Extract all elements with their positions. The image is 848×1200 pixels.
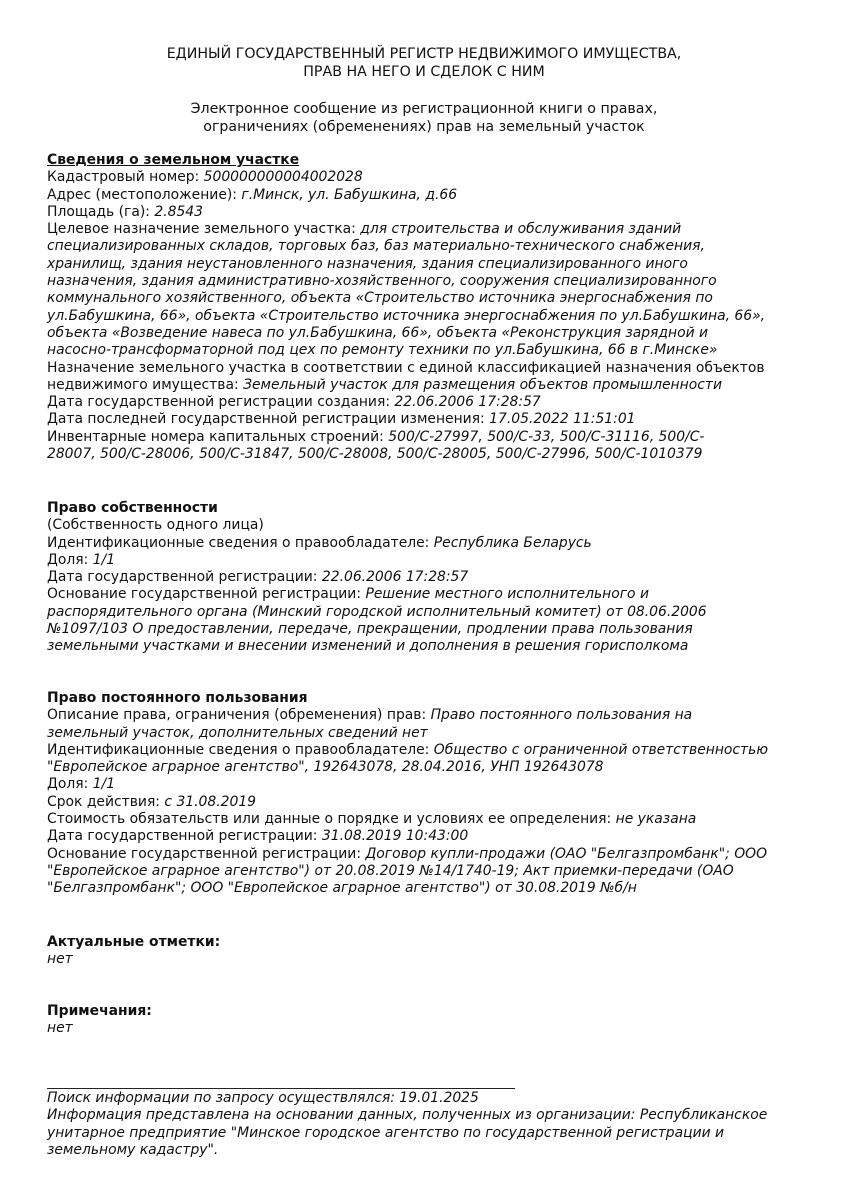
notes-section	[47, 1003, 817, 1038]
permanent-use-title: Право постоянного пользования	[47, 690, 308, 706]
description-row	[47, 707, 817, 724]
changed-date-value: 17.05.2022 11:51:01	[489, 411, 636, 428]
footer-separator	[47, 1088, 515, 1089]
registration-date-row	[47, 828, 817, 845]
registration-date-value: 22.06.2006 17:28:57	[321, 569, 469, 586]
message-subtitle	[0, 100, 848, 136]
cadastral-number-row	[47, 169, 817, 186]
field-label: Инвентарные номера капитальных строений:	[47, 428, 389, 445]
address-value: г.Минск, ул. Бабушкина, д.66	[241, 186, 458, 203]
ownership-title: Право собственности	[47, 500, 218, 516]
purpose-row	[47, 221, 817, 238]
purpose-value-line: назначения, здания административно-хозяйственного, сооружения специализированного	[47, 273, 717, 290]
registry-title	[0, 45, 848, 81]
basis-row	[47, 846, 817, 863]
share-row	[47, 552, 817, 569]
holder-row	[47, 742, 817, 759]
cadastral-number-value: 500000000004002028	[203, 169, 363, 186]
purpose-value-line: специализированных складов, торговых баз, баз материально-технического снабжения,	[47, 238, 705, 255]
field-label: Стоимость обязательств или данные о порядке и условиях ее определения:	[47, 811, 616, 828]
cost-row	[47, 811, 817, 828]
ownership-section	[47, 500, 817, 656]
field-label: Площадь (га):	[47, 203, 155, 220]
field-label: Срок действия:	[47, 793, 165, 810]
registry-title-line: ЕДИНЫЙ ГОСУДАРСТВЕННЫЙ РЕГИСТР НЕДВИЖИМОГО ИМУЩЕСТВА,	[166, 46, 682, 62]
basis-value-line: №1097/103 О предоставлении, передаче, прекращении, продлении права пользования	[47, 621, 693, 638]
message-subtitle-line: Электронное сообщение из регистрационной книги о правах,	[190, 101, 658, 117]
permanent-use-section	[47, 690, 817, 898]
registration-date-value: 31.08.2019 10:43:00	[321, 828, 469, 845]
basis-value-line: земельными участками и внесении изменений и дополнения в решения горисполкома	[47, 638, 689, 655]
search-date-line: Поиск информации по запросу осуществлялся: 19.01.2025	[47, 1090, 479, 1106]
holder-value-line: "Европейское аграрное агентство", 192643078, 28.04.2016, УНП 192643078	[47, 759, 604, 776]
current-marks-section	[47, 934, 817, 969]
current-marks-title: Актуальные отметки:	[47, 934, 221, 950]
land-plot-section	[47, 152, 817, 463]
created-date-row	[47, 394, 817, 411]
owner-value: Республика Беларусь	[433, 534, 592, 551]
owner-row	[47, 535, 817, 552]
field-label: Целевое назначение земельного участка:	[47, 221, 361, 238]
field-label: недвижимого имущества:	[47, 376, 244, 393]
created-date-value: 22.06.2006 17:28:57	[394, 394, 541, 411]
classification-value: Земельный участок для размещения объектов промышленности	[243, 376, 722, 393]
area-row	[47, 204, 817, 221]
field-label: Основание государственной регистрации:	[47, 586, 366, 603]
field-label: Описание права, ограничения (обременения) прав:	[47, 707, 431, 724]
changed-date-row	[47, 411, 817, 428]
term-value: с 31.08.2019	[164, 793, 256, 810]
classification-row	[47, 377, 817, 394]
basis-value-line: "Белгазпромбанк"; ООО "Европейское аграрное агентство") от 30.08.2019 №б/н	[47, 880, 637, 897]
purpose-value-line: объекта «Возведение навеса по ул.Бабушкина, 66», объекта «Реконструкция зарядной и	[47, 324, 709, 341]
basis-value-line: "Европейское аграрное агентство") от 20.08.2019 №14/1740-19; Акт приемки-передачи (ОАО	[47, 862, 734, 879]
share-value: 1/1	[92, 551, 116, 568]
purpose-value-line: насосно-трансформаторной под цех по ремонту техники по ул.Бабушкина, 66 в г.Минске»	[47, 342, 718, 359]
inventory-row	[47, 429, 817, 446]
description-value: Право постоянного пользования на	[430, 707, 693, 724]
field-label: Основание государственной регистрации:	[47, 845, 366, 862]
field-label: Дата государственной регистрации создания:	[47, 394, 395, 411]
current-marks-value: нет	[47, 951, 73, 968]
purpose-value-line: коммунального хозяйственного, объекта «Строительство источника энергоснабжения по	[47, 290, 713, 307]
field-label: Идентификационные сведения о правообладателе:	[47, 534, 434, 551]
field-label: Назначение земельного участка в соответствии с единой классификацией назначения объектов	[47, 359, 765, 376]
field-label: Доля:	[47, 551, 93, 568]
address-row	[47, 187, 817, 204]
basis-value-line: распорядительного органа (Минский городской исполнительный комитет) от 08.06.2006	[47, 603, 707, 620]
field-label: Адрес (местоположение):	[47, 186, 242, 203]
field-label: Дата государственной регистрации:	[47, 828, 322, 845]
field-label: Идентификационные сведения о правообладателе:	[47, 741, 434, 758]
land-plot-title: Сведения о земельном участке	[47, 152, 300, 168]
purpose-value-line: ул.Бабушкина, 66», объекта «Строительство источника энергоснабжения по ул.Бабушкина, 66»,	[47, 307, 766, 324]
message-subtitle-line: ограничениях (обременениях) прав на земельный участок	[203, 119, 645, 135]
field-label: Дата последней государственной регистрации изменения:	[47, 411, 490, 428]
share-value: 1/1	[92, 776, 116, 793]
field-label: Доля:	[47, 776, 93, 793]
field-label: Кадастровый номер:	[47, 169, 204, 186]
inventory-value: 500/С-27997, 500/С-33, 500/С-31116, 500/С-	[388, 428, 705, 445]
registry-title-line: ПРАВ НА НЕГО И СДЕЛОК С НИМ	[303, 64, 545, 80]
footer	[47, 1090, 817, 1159]
source-line: земельному кадастру".	[47, 1141, 219, 1158]
share-row	[47, 776, 817, 793]
field-label: Дата государственной регистрации:	[47, 569, 322, 586]
registration-date-row	[47, 569, 817, 586]
description-value-line: земельный участок, дополнительных сведений нет	[47, 724, 428, 741]
ownership-type: (Собственность одного лица)	[47, 517, 264, 534]
holder-value: Общество с ограниченной ответственностью	[433, 741, 769, 758]
area-value: 2.8543	[154, 203, 203, 220]
source-line: унитарное предприятие "Минское городское агентство по государственной регистрации и	[47, 1124, 725, 1141]
source-line: Информация представлена на основании данных, полученных из организации: Республиканское	[47, 1107, 768, 1124]
notes-title: Примечания:	[47, 1003, 152, 1019]
purpose-value-line: хранилищ, здания неустановленного назначения, здания специализированного иного	[47, 255, 688, 272]
inventory-value-line: 28007, 500/С-28006, 500/С-31847, 500/С-28008, 500/С-28005, 500/С-27996, 500/С-1010379	[47, 446, 703, 463]
cost-value: не указана	[615, 811, 697, 828]
basis-value: Решение местного исполнительного и	[365, 586, 649, 603]
notes-value: нет	[47, 1020, 73, 1037]
term-row	[47, 794, 817, 811]
basis-value: Договор купли-продажи (ОАО "Белгазпромбанк"; ООО	[365, 845, 768, 862]
purpose-value: для строительства и обслуживания зданий	[360, 221, 682, 238]
basis-row	[47, 586, 817, 603]
